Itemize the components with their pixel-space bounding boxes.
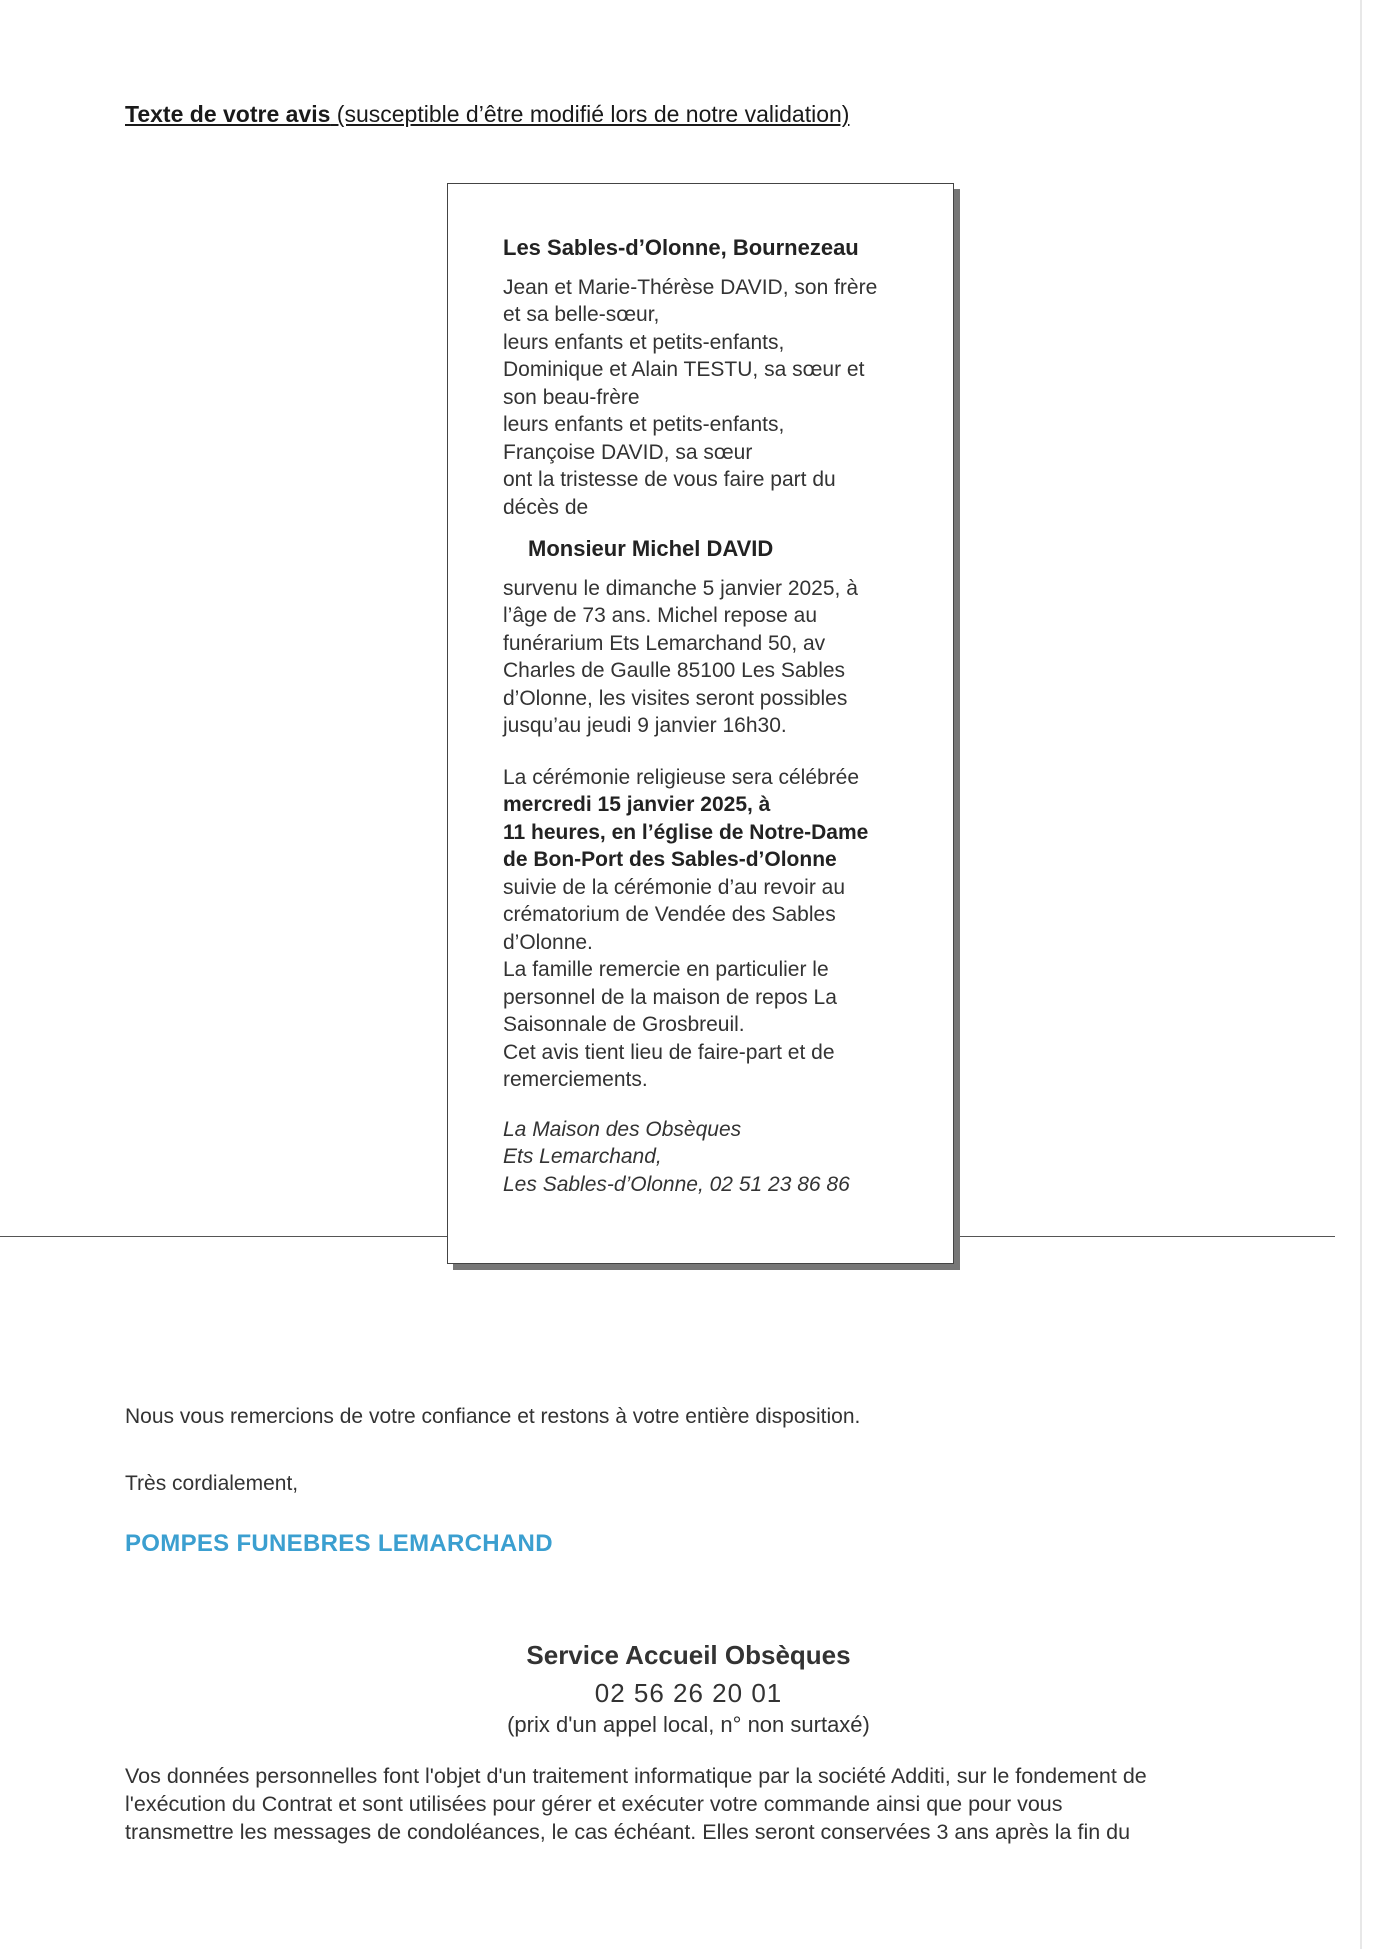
ceremony-detail: mercredi 15 janvier 2025, à <box>503 793 771 816</box>
family-line: son beau-frère <box>503 385 640 409</box>
notice-heading-bold: Texte de votre avis <box>125 101 331 127</box>
thanks-text: Nous vous remercions de votre confiance et restons à votre entière disposition. <box>125 1405 861 1428</box>
notice-heading-note: (susceptible d’être modifié lors de notre validation) <box>330 101 850 127</box>
ceremony-line: d’Olonne. <box>503 930 593 954</box>
obituary-notice-content <box>503 234 923 1198</box>
obituary-notice-box <box>447 183 954 1264</box>
spacer <box>503 740 923 764</box>
death-line: d’Olonne, les visites seront possibles <box>503 686 848 710</box>
privacy-notice <box>125 1762 1280 1846</box>
death-line: funérarium Ets Lemarchand 50, av <box>503 631 826 655</box>
privacy-line: transmettre les messages de condoléances, le cas échéant. Elles seront conservées 3 ans après la fin du <box>125 1820 1131 1844</box>
ceremony-line: personnel de la maison de repos La <box>503 985 837 1009</box>
privacy-line: l'exécution du Contrat et sont utilisées pour gérer et exécuter votre commande ainsi que pour vous <box>125 1792 1063 1816</box>
death-line: Charles de Gaulle 85100 Les Sables <box>503 659 846 682</box>
company-name: POMPES FUNEBRES LEMARCHAND <box>125 1530 553 1557</box>
ceremony-line: Cet avis tient lieu de faire-part et de <box>503 1040 835 1064</box>
signature-line: Les Sables-d’Olonne, 02 51 23 86 86 <box>503 1172 850 1196</box>
deceased-name: Monsieur Michel DAVID <box>528 536 774 561</box>
ceremony-line: crématorium de Vendée des Sables <box>503 903 836 926</box>
family-line: leurs enfants et petits-enfants, <box>503 413 785 436</box>
family-line: leurs enfants et petits-enfants, <box>503 330 785 354</box>
regards-text: Très cordialement, <box>125 1472 299 1495</box>
notice-place: Les Sables-d’Olonne, Bournezeau <box>503 235 859 260</box>
service-title: Service Accueil Obsèques <box>526 1640 851 1670</box>
ceremony-intro: La cérémonie religieuse sera célébrée <box>503 765 860 789</box>
spacer <box>503 1094 923 1116</box>
service-phone: 02 56 26 20 01 <box>594 1678 783 1708</box>
family-line: Jean et Marie-Thérèse DAVID, son frère <box>503 275 878 299</box>
ceremony-line: remerciements. <box>503 1068 648 1091</box>
ceremony-detail: 11 heures, en l’église de Notre-Dame <box>503 820 869 844</box>
ceremony-line: Saisonnale de Grosbreuil. <box>503 1013 745 1036</box>
ceremony-line: La famille remercie en particulier le <box>503 958 829 981</box>
death-line: l’âge de 73 ans. Michel repose au <box>503 604 818 627</box>
ceremony-line: suivie de la cérémonie d’au revoir au <box>503 875 846 899</box>
family-line: et sa belle-sœur, <box>503 303 660 326</box>
ceremony-detail: de Bon-Port des Sables-d’Olonne <box>503 848 837 871</box>
death-line: jusqu’au jeudi 9 janvier 16h30. <box>503 714 787 737</box>
family-line: ont la tristesse de vous faire part du <box>503 468 836 491</box>
family-line: Françoise DAVID, sa sœur <box>503 440 753 464</box>
family-line: Dominique et Alain TESTU, sa sœur et <box>503 358 865 381</box>
service-note: (prix d'un appel local, n° non surtaxé) <box>507 1712 870 1737</box>
privacy-line: Vos données personnelles font l'objet d'un traitement informatique par la société Additi, sur le fondement de <box>125 1764 1147 1788</box>
notice-heading <box>125 101 849 128</box>
signature-line: Ets Lemarchand, <box>503 1145 662 1168</box>
signature-line: La Maison des Obsèques <box>503 1117 742 1141</box>
death-line: survenu le dimanche 5 janvier 2025, à <box>503 576 858 600</box>
family-line: décès de <box>503 495 589 519</box>
